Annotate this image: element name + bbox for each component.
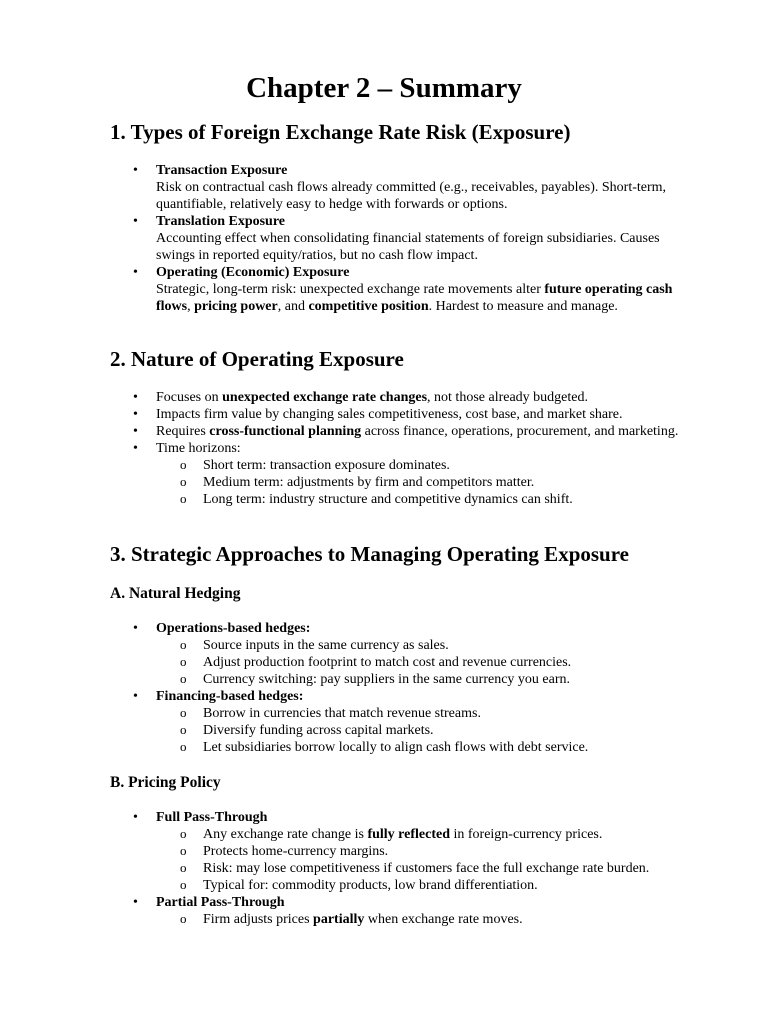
list-item <box>156 894 701 928</box>
natural-hedging-list <box>156 620 701 756</box>
sub-list-item: o Short term: transaction exposure dominates. <box>203 457 701 474</box>
section-1-heading: 1. Types of Foreign Exchange Rate Risk (Exposure) <box>110 120 571 144</box>
item-description: Risk on contractual cash flows already committed (e.g., receivables, payables). Short-term, quantifiable, relatively easy to hedge with forwards or options. <box>156 180 667 212</box>
item-description: Strategic, long-term risk: unexpected exchange rate movements alter future operating cash flows, pricing power, and competitive position. Hardest to measure and manage. <box>156 282 673 314</box>
sub-list-item: o Long term: industry structure and competitive dynamics can shift. <box>203 491 701 508</box>
list-item <box>156 264 701 315</box>
section-3-heading: 3. Strategic Approaches to Managing Operating Exposure <box>110 542 629 566</box>
sub-list-item: o Source inputs in the same currency as sales. <box>203 637 701 654</box>
sub-list-item: o Firm adjusts prices partially when exchange rate moves. <box>203 911 701 928</box>
time-horizons-sublist <box>156 457 701 508</box>
sub-list-item: o Medium term: adjustments by firm and competitors matter. <box>203 474 701 491</box>
sub-list-item: o Currency switching: pay suppliers in the same currency you earn. <box>203 671 701 688</box>
section-2-heading: 2. Nature of Operating Exposure <box>110 347 404 371</box>
section-1-list <box>156 162 701 315</box>
partial-pass-through-sublist <box>156 911 701 928</box>
list-item <box>156 809 701 894</box>
operations-hedges-sublist <box>156 637 701 688</box>
sub-list-item: o Adjust production footprint to match cost and revenue currencies. <box>203 654 701 671</box>
list-item <box>156 213 701 264</box>
financing-hedges-sublist <box>156 705 701 756</box>
item-description: Accounting effect when consolidating financial statements of foreign subsidiaries. Causes swings in reported equity/ratios, but no cash flow impact. <box>156 231 660 263</box>
list-item: • Focuses on unexpected exchange rate changes, not those already budgeted. <box>156 389 701 406</box>
pricing-policy-list <box>156 809 701 928</box>
sub-list-item: o Protects home-currency margins. <box>203 843 701 860</box>
sub-list-item: o Let subsidiaries borrow locally to align cash flows with debt service. <box>203 739 701 756</box>
item-title: • Translation Exposure <box>156 214 286 229</box>
list-item <box>156 620 701 688</box>
list-item: • Requires cross-functional planning across finance, operations, procurement, and marketing. <box>156 423 701 440</box>
full-pass-through-sublist <box>156 826 701 894</box>
sub-list-item: o Borrow in currencies that match revenue streams. <box>203 705 701 722</box>
list-item: • Time horizons: o Short term: transaction exposure dominates. o Medium term: adjustments by firm and competitors matter. o Long term: industry structure and competitive dynamics can shift. <box>156 440 701 508</box>
sub-list-item: o Risk: may lose competitiveness if customers face the full exchange rate burden. <box>203 860 701 877</box>
section-2-list <box>156 389 701 508</box>
item-title: • Partial Pass-Through <box>156 895 285 910</box>
item-title: • Financing-based hedges: <box>156 689 304 704</box>
item-title: • Operating (Economic) Exposure <box>156 265 350 280</box>
sub-list-item: o Any exchange rate change is fully reflected in foreign-currency prices. <box>203 826 701 843</box>
sub-list-item: o Typical for: commodity products, low brand differentiation. <box>203 877 701 894</box>
item-title: • Transaction Exposure <box>156 163 288 178</box>
list-item <box>156 688 701 756</box>
list-item <box>156 162 701 213</box>
page-title: Chapter 2 – Summary <box>246 72 522 104</box>
subsection-b-heading: B. Pricing Policy <box>110 774 221 791</box>
list-item: • Impacts firm value by changing sales competitiveness, cost base, and market share. <box>156 406 701 423</box>
item-title: • Operations-based hedges: <box>156 621 311 636</box>
item-title: • Full Pass-Through <box>156 810 268 825</box>
sub-list-item: o Diversify funding across capital markets. <box>203 722 701 739</box>
subsection-a-heading: A. Natural Hedging <box>110 585 241 602</box>
